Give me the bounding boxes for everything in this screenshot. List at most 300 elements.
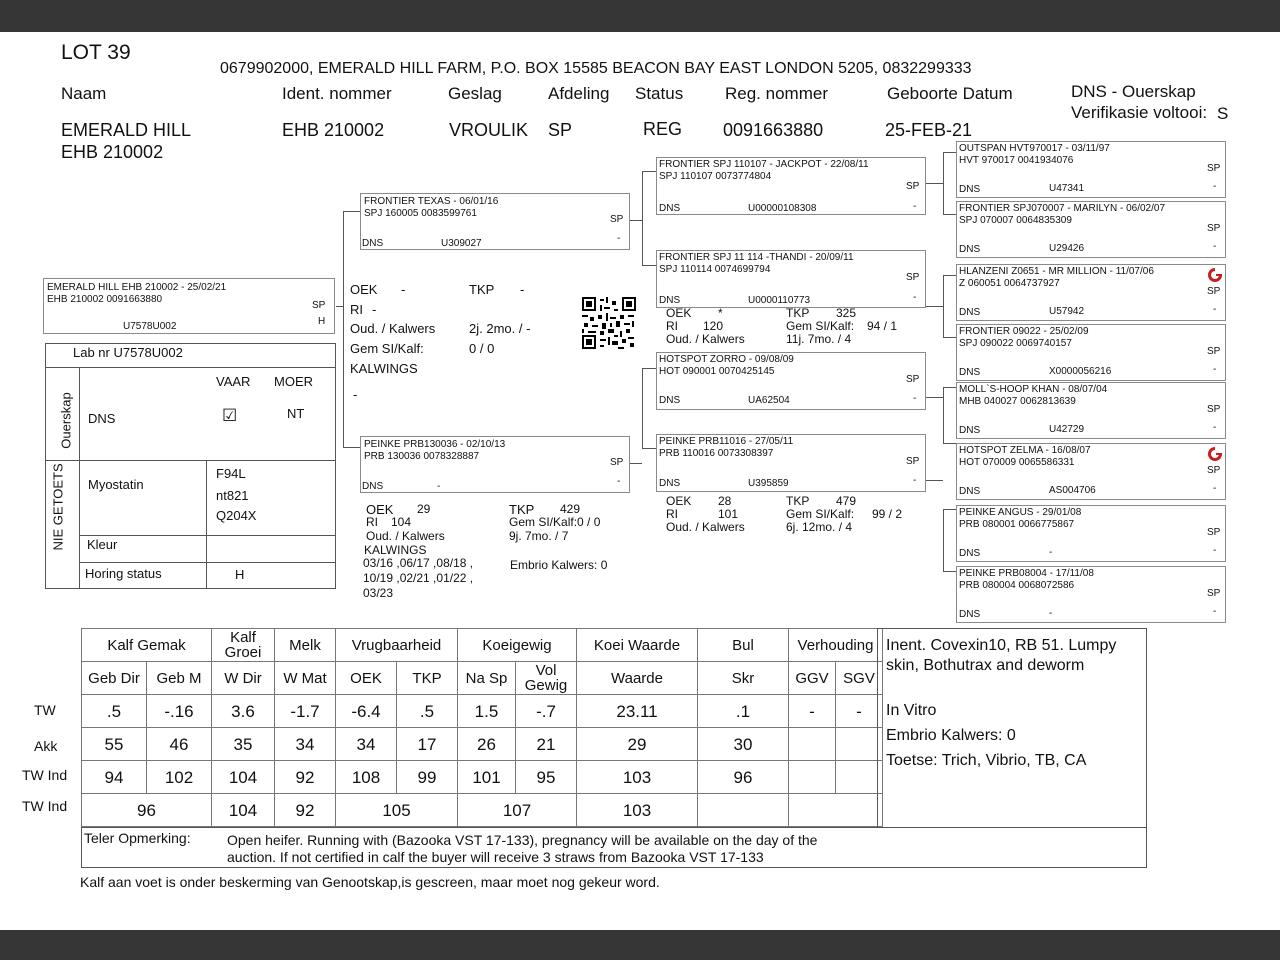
tw-cell: -.16: [147, 695, 212, 728]
dam-dns: DNS: [362, 481, 384, 492]
lab-divider-left: [79, 367, 80, 589]
ggp-box-4: [956, 324, 1226, 381]
dam-code: -: [437, 481, 441, 492]
dam-calving-dates-3: 03/23: [363, 586, 394, 600]
sub-header: Geb M: [147, 662, 212, 695]
twind2-cell: 104: [212, 794, 275, 827]
dam-embrio: Embrio Kalwers: 0: [510, 558, 608, 572]
sub-header: Vol Gewig: [516, 662, 577, 695]
gp-dam-sire-box: [656, 352, 926, 410]
sire-dns: DNS: [362, 238, 384, 249]
teler-label: Teler Opmerking:: [84, 830, 191, 846]
gp4-tkp-value: 479: [836, 494, 857, 508]
ggp-code: U29426: [1049, 243, 1085, 254]
gp-sire-dam-box: [656, 250, 926, 308]
gp3-code: UA62504: [748, 395, 790, 406]
gp4-dns: DNS: [659, 478, 681, 489]
dam-tkp-label: TKP: [509, 502, 535, 517]
ggp-dns: DNS: [959, 244, 981, 255]
tw-cell: -1.7: [275, 695, 336, 728]
ggp-dash: -: [1213, 606, 1217, 617]
ggp-dash: -: [1213, 241, 1217, 252]
connector: [343, 447, 360, 448]
ggp-line2: SPJ 070007 0064835309: [959, 215, 1072, 226]
gp2-code: U0000110773: [748, 295, 811, 306]
ggp-dns: DNS: [959, 367, 981, 378]
ggp-code: U47341: [1049, 183, 1085, 194]
sire-box: [360, 193, 630, 250]
row-label-akk: Akk: [34, 738, 58, 754]
subject-sp: SP: [312, 300, 326, 311]
dam-tkp-value: 429: [560, 502, 581, 516]
connector: [943, 443, 956, 444]
gp3-dns: DNS: [659, 395, 681, 406]
sub-header: W Dir: [212, 662, 275, 695]
twind-cell: 99: [397, 761, 458, 794]
ggp-dash: -: [1213, 181, 1217, 192]
subject-pedigree-box: [43, 278, 335, 334]
ggp-line2: PRB 080004 0068072586: [959, 580, 1075, 591]
dam-ri-value: 104: [391, 515, 412, 529]
subject-kalwings-dash: -: [353, 387, 358, 402]
label-dns-ouerskap: DNS - Ouerskap: [1071, 82, 1196, 101]
animal-ident: EHB 210002: [282, 120, 385, 140]
subject-gem-value: 0 / 0: [469, 341, 495, 356]
connector: [630, 463, 642, 464]
akk-cell: 30: [698, 728, 789, 761]
connector: [926, 306, 943, 307]
dam-line2: PRB 130036 0078328887: [364, 451, 480, 462]
sub-header: GGV: [789, 662, 836, 695]
lab-horing-value: H: [235, 567, 245, 582]
ggp-code: AS004706: [1049, 485, 1096, 496]
label-status: Status: [635, 84, 684, 103]
twind-cell: 104: [212, 761, 275, 794]
lab-myo-2: nt821: [216, 488, 249, 503]
ggp-sp: SP: [1207, 346, 1221, 357]
perf-row-twind-2: [82, 794, 883, 827]
gp4-dash: -: [913, 475, 917, 486]
gp2-tkp-value: 325: [836, 306, 857, 320]
group-koeigewig: Koeigewig: [458, 629, 577, 662]
subject-ri-value: -: [372, 302, 377, 317]
connector: [926, 397, 943, 398]
group-koei-waarde: Koei Waarde: [577, 629, 698, 662]
dam-oek-label: OEK: [366, 502, 394, 517]
dam-calving-dates-2: 10/19 ,02/21 ,01/22 ,: [363, 571, 474, 585]
subject-oek-value: -: [401, 282, 406, 297]
gp4-line1: PEINKE PRB11016 - 27/05/11: [659, 436, 794, 447]
gp1-dns: DNS: [659, 203, 681, 214]
gp4-line2: PRB 110016 0073308397: [659, 448, 774, 459]
notes-inent: Inent. Covexin10, RB 51. Lumpy skin, Bothutrax and deworm: [886, 637, 1117, 674]
gp2-ri-value: 120: [703, 319, 724, 333]
lab-moer: MOER: [274, 374, 313, 389]
akk-cell: 29: [577, 728, 698, 761]
akk-cell: 35: [212, 728, 275, 761]
twind2-cell: 96: [82, 794, 212, 827]
subject-oek-label: OEK: [350, 282, 378, 297]
label-reg: Reg. nommer: [725, 84, 828, 103]
dam-line1: PEINKE PRB130036 - 02/10/13: [364, 439, 506, 450]
lab-dns: DNS: [88, 411, 116, 426]
lab-divider-horing: [79, 562, 336, 563]
gp2-oud-value: 11j. 7mo. / 4: [786, 332, 852, 346]
gp2-oek-value: *: [718, 306, 723, 320]
ggp-line1: FRONTIER SPJ070007 - MARILYN - 06/02/07: [959, 203, 1166, 214]
subject-oud-value: 2j. 2mo. / -: [469, 321, 531, 336]
ggp-box-1: [956, 141, 1226, 198]
gp1-sp: SP: [906, 181, 920, 192]
connector: [943, 509, 956, 510]
lab-divider-top: [45, 367, 336, 368]
connector: [926, 183, 943, 184]
sub-header: TKP: [397, 662, 458, 695]
lab-myostatin: Myostatin: [88, 477, 144, 492]
lab-divider-myo: [206, 460, 207, 589]
connector: [943, 337, 956, 338]
ggp-code: U57942: [1049, 306, 1085, 317]
lab-number: Lab nr U7578U002: [73, 345, 183, 360]
sub-header: Skr: [698, 662, 789, 695]
lab-ouerskap: Ouerskap: [58, 392, 74, 449]
tw-cell: 23.11: [577, 695, 698, 728]
connector: [642, 368, 643, 448]
gp4-oud-label: Oud. / Kalwers: [666, 520, 745, 534]
sub-header: OEK: [336, 662, 397, 695]
tw-cell: .5: [82, 695, 147, 728]
akk-cell: 34: [336, 728, 397, 761]
gp1-dash: -: [913, 201, 917, 212]
ggp-sp: SP: [1207, 163, 1221, 174]
gp-dam-dam-box: [656, 434, 926, 492]
animal-afdeling: SP: [548, 120, 573, 140]
ggp-dns: DNS: [959, 486, 981, 497]
dam-dash: -: [617, 476, 621, 487]
ggp-line1: FRONTIER 09022 - 25/02/09: [959, 326, 1089, 337]
dam-sp: SP: [610, 457, 624, 468]
gp4-gem-label: Gem SI/Kalf:: [786, 507, 855, 521]
twind-cell: 102: [147, 761, 212, 794]
dam-gem: Gem SI/Kalf:0 / 0: [509, 515, 601, 529]
ggp-dash: -: [1213, 422, 1217, 433]
ggp-box-5: [956, 382, 1226, 439]
top-bar: [0, 0, 1280, 32]
connector: [943, 387, 956, 388]
sire-line2: SPJ 160005 0083599761: [364, 208, 477, 219]
tw-cell: -.7: [516, 695, 577, 728]
animal-reg: 0091663880: [723, 120, 824, 140]
twind-cell: 92: [275, 761, 336, 794]
sub-header: Waarde: [577, 662, 698, 695]
akk-cell: [789, 728, 836, 761]
gp2-oek-label: OEK: [666, 306, 692, 320]
twind2-cell: 103: [577, 794, 698, 827]
label-verifikasie: Verifikasie voltooi:: [1071, 103, 1208, 122]
breed-logo-icon: [1207, 267, 1223, 286]
connector: [642, 171, 643, 265]
gp4-ri-value: 101: [718, 507, 739, 521]
sub-header: Na Sp: [458, 662, 516, 695]
notes-embrio: Embrio Kalwers: 0: [886, 727, 1016, 744]
gp1-line2: SPJ 110107 0073774804: [659, 171, 772, 182]
lab-nt: NT: [287, 406, 305, 421]
ggp-box-3: [956, 264, 1226, 321]
gp4-code: U395859: [748, 478, 789, 489]
tw-cell: .1: [698, 695, 789, 728]
ggp-sp: SP: [1207, 527, 1221, 538]
farm-line: 0679902000, EMERALD HILL FARM, P.O. BOX 15585 BEACON BAY EAST LONDON 5205, 0832299333: [220, 60, 972, 77]
ggp-code: X0000056216: [1049, 366, 1112, 377]
lab-horing: Horing status: [85, 566, 162, 581]
gp4-oek-value: 28: [718, 494, 732, 508]
gp2-gem-value: 94 / 1: [867, 319, 898, 333]
bottom-bar: [0, 930, 1280, 960]
connector: [926, 480, 943, 481]
animal-name-2: EHB 210002: [61, 142, 164, 162]
label-geboorte: Geboorte Datum: [887, 84, 1013, 103]
ggp-dash: -: [1213, 364, 1217, 375]
ggp-code: -: [1049, 608, 1053, 619]
gp2-oud-label: Oud. / Kalwers: [666, 332, 745, 346]
connector: [943, 275, 944, 337]
connector: [943, 152, 956, 153]
tw-cell: 3.6: [212, 695, 275, 728]
row-label-twind: TW Ind: [22, 767, 68, 783]
gp1-code: U00000108308: [748, 203, 817, 214]
ggp-line2: Z 060051 0064737927: [959, 278, 1060, 289]
notes-invitro: In Vitro: [886, 702, 937, 719]
gp3-sp: SP: [906, 374, 920, 385]
subject-tkp-value: -: [520, 282, 525, 297]
ggp-line1: HLANZENI Z0651 - MR MILLION - 11/07/06: [959, 266, 1154, 277]
ggp-sp: SP: [1207, 223, 1221, 234]
ggp-box-7: [956, 505, 1226, 562]
ggp-dns: DNS: [959, 425, 981, 436]
sire-line1: FRONTIER TEXAS - 06/01/16: [364, 196, 499, 207]
breed-logo-icon: [1207, 446, 1223, 465]
ggp-line1: PEINKE PRB08004 - 17/11/08: [959, 568, 1094, 579]
gp3-line2: HOT 090001 0070425145: [659, 366, 775, 377]
twind-cell: 95: [516, 761, 577, 794]
twind-cell: 108: [336, 761, 397, 794]
ggp-line2: HOT 070009 0065586331: [959, 457, 1075, 468]
sire-dash: -: [617, 233, 621, 244]
gp2-tkp-label: TKP: [786, 306, 810, 320]
akk-cell: 17: [397, 728, 458, 761]
lab-myo-1: F94L: [216, 466, 246, 481]
dam-box: [360, 436, 630, 493]
ggp-code: -: [1049, 547, 1053, 558]
ggp-sp: SP: [1207, 286, 1221, 297]
group-melk: Melk: [275, 629, 336, 662]
tw-cell: 1.5: [458, 695, 516, 728]
connector: [943, 509, 944, 571]
akk-cell: 46: [147, 728, 212, 761]
gp3-dash: -: [913, 393, 917, 404]
akk-cell: 26: [458, 728, 516, 761]
label-geslag: Geslag: [448, 84, 502, 103]
gp4-oek-label: OEK: [666, 494, 692, 508]
subject-h: H: [318, 316, 326, 327]
akk-cell: 21: [516, 728, 577, 761]
dam-oud-value: 9j. 7mo. / 7: [509, 529, 569, 543]
gp2-ri-label: RI: [666, 319, 678, 333]
gp2-dash: -: [913, 292, 917, 303]
animal-status: REG: [643, 119, 683, 139]
qr-code-icon: [582, 297, 636, 349]
ggp-sp: SP: [1207, 465, 1221, 476]
twind2-cell: 105: [336, 794, 458, 827]
lab-divider-mid: [45, 460, 336, 461]
notes-toetse: Toetse: Trich, Vibrio, TB, CA: [886, 752, 1087, 769]
ggp-dash: -: [1213, 545, 1217, 556]
perf-sub-row: [82, 662, 883, 695]
gp4-ri-label: RI: [666, 507, 678, 521]
subject-tkp-label: TKP: [469, 282, 495, 297]
group-bul: Bul: [698, 629, 789, 662]
gp4-oud-value: 6j. 12mo. / 4: [786, 520, 853, 534]
twind-cell: 101: [458, 761, 516, 794]
gp4-tkp-label: TKP: [786, 494, 810, 508]
gp3-line1: HOTSPOT ZORRO - 09/08/09: [659, 354, 794, 365]
ggp-line1: HOTSPOT ZELMA - 16/08/07: [959, 445, 1091, 456]
twind2-cell: [698, 794, 789, 827]
dam-ri-label: RI: [366, 515, 378, 529]
twind-cell: 96: [698, 761, 789, 794]
dam-kalwings: KALWINGS: [364, 543, 427, 557]
tw-cell: -: [836, 695, 883, 728]
teler-text-1: Open heifer. Running with (Bazooka VST 17-133), pregnancy will be available on the day of the: [227, 832, 818, 848]
group-kalf-groei: Kalf Groei: [212, 629, 275, 662]
footer-note: Kalf aan voet is onder beskerming van Genootskap,is gescreen, maar moet nog gekeur word.: [80, 874, 660, 890]
connector: [943, 275, 956, 276]
gp2-dns: DNS: [659, 295, 681, 306]
ggp-box-2: [956, 201, 1226, 258]
ggp-dash: -: [1213, 483, 1217, 494]
ggp-line2: SPJ 090022 0069740157: [959, 338, 1072, 349]
gp-sire-sire-box: [656, 157, 926, 215]
sub-header: Geb Dir: [82, 662, 147, 695]
ggp-dns: DNS: [959, 548, 981, 559]
lab-nie-getoets: NIE GETOETS: [50, 463, 66, 551]
connector: [943, 152, 944, 214]
label-naam: Naam: [61, 84, 107, 103]
dam-calving-dates-1: 03/16 ,06/17 ,08/18 ,: [363, 556, 474, 570]
lot-title: LOT 39: [61, 41, 131, 64]
sire-sp: SP: [610, 214, 624, 225]
twind-cell: [789, 761, 836, 794]
ggp-line1: OUTSPAN HVT970017 - 03/11/97: [959, 143, 1110, 154]
ggp-dns: DNS: [959, 184, 981, 195]
gp1-line1: FRONTIER SPJ 110107 - JACKPOT - 22/08/11: [659, 159, 869, 170]
ggp-line2: PRB 080001 0066775867: [959, 519, 1075, 530]
teler-text-2: auction. If not certified in calf the buyer will receive 3 straws from Bazooka VST 17-133: [227, 849, 764, 865]
ggp-code: U42729: [1049, 424, 1085, 435]
ggp-box-6: [956, 443, 1226, 500]
connector: [642, 171, 656, 172]
verifikasie-value: S: [1217, 104, 1229, 123]
subject-oud-label: Oud. / Kalwers: [350, 321, 436, 336]
group-kalf-gemak: Kalf Gemak: [82, 629, 212, 662]
gp2-sp: SP: [906, 272, 920, 283]
lab-myo-3: Q204X: [216, 508, 257, 523]
sub-header: W Mat: [275, 662, 336, 695]
twind-cell: 94: [82, 761, 147, 794]
ggp-line2: HVT 970017 0041934076: [959, 155, 1074, 166]
subject-kalwings: KALWINGS: [350, 361, 418, 376]
connector: [343, 211, 344, 447]
group-verhouding: Verhouding: [789, 629, 883, 662]
row-label-tw: TW: [34, 702, 56, 718]
ggp-line2: MHB 040027 0062813639: [959, 396, 1076, 407]
tw-cell: .5: [397, 695, 458, 728]
subject-code: U7578U002: [123, 321, 177, 332]
label-ident: Ident. nommer: [282, 84, 392, 103]
gp2-line1: FRONTIER SPJ 11 114 -THANDI - 20/09/11: [659, 252, 854, 263]
subject-ri-label: RI: [350, 302, 363, 317]
akk-cell: [836, 728, 883, 761]
perf-group-row: [82, 629, 883, 662]
perf-row-twind: [82, 761, 883, 794]
ggp-line1: PEINKE ANGUS - 29/01/08: [959, 507, 1082, 518]
connector: [642, 265, 656, 266]
twind-cell: [836, 761, 883, 794]
group-vrugbaarheid: Vrugbaarheid: [336, 629, 458, 662]
ggp-sp: SP: [1207, 404, 1221, 415]
ggp-box-8: [956, 566, 1226, 623]
ggp-dash: -: [1213, 304, 1217, 315]
connector: [943, 214, 956, 215]
subject-line1: EMERALD HILL EHB 210002 - 25/02/21: [47, 282, 227, 293]
lab-kleur: Kleur: [87, 537, 118, 552]
label-afdeling: Afdeling: [548, 84, 610, 103]
ggp-dns: DNS: [959, 609, 981, 620]
connector: [943, 571, 956, 572]
connector: [343, 211, 360, 212]
ggp-dns: DNS: [959, 307, 981, 318]
connector: [642, 448, 656, 449]
subject-line2: EHB 210002 0091663880: [47, 294, 163, 305]
twind2-cell: 107: [458, 794, 577, 827]
lab-divider-kleur: [79, 535, 336, 536]
gp4-gem-value: 99 / 2: [872, 507, 903, 521]
twind-cell: 103: [577, 761, 698, 794]
gp2-line2: SPJ 110114 0074699794: [659, 264, 771, 275]
perf-row-tw: [82, 695, 883, 728]
ggp-sp: SP: [1207, 588, 1221, 599]
lab-dns-checkbox-icon: ☑: [222, 406, 238, 425]
connector: [336, 306, 343, 307]
tw-cell: -: [789, 695, 836, 728]
perf-row-akk: [82, 728, 883, 761]
gp2-gem-label: Gem SI/Kalf:: [786, 319, 855, 333]
dam-oud-label: Oud. / Kalwers: [366, 529, 445, 543]
performance-table: [81, 628, 883, 827]
animal-birth: 25-FEB-21: [885, 120, 973, 140]
tw-cell: -6.4: [336, 695, 397, 728]
akk-cell: 55: [82, 728, 147, 761]
sub-header: SGV: [836, 662, 883, 695]
animal-geslag: VROULIK: [449, 120, 529, 140]
gp4-sp: SP: [906, 456, 920, 467]
dam-oek-value: 29: [417, 502, 431, 516]
connector: [642, 368, 656, 369]
animal-name: EMERALD HILL: [61, 120, 192, 140]
akk-cell: 34: [275, 728, 336, 761]
connector: [943, 387, 944, 443]
twind2-cell: 92: [275, 794, 336, 827]
